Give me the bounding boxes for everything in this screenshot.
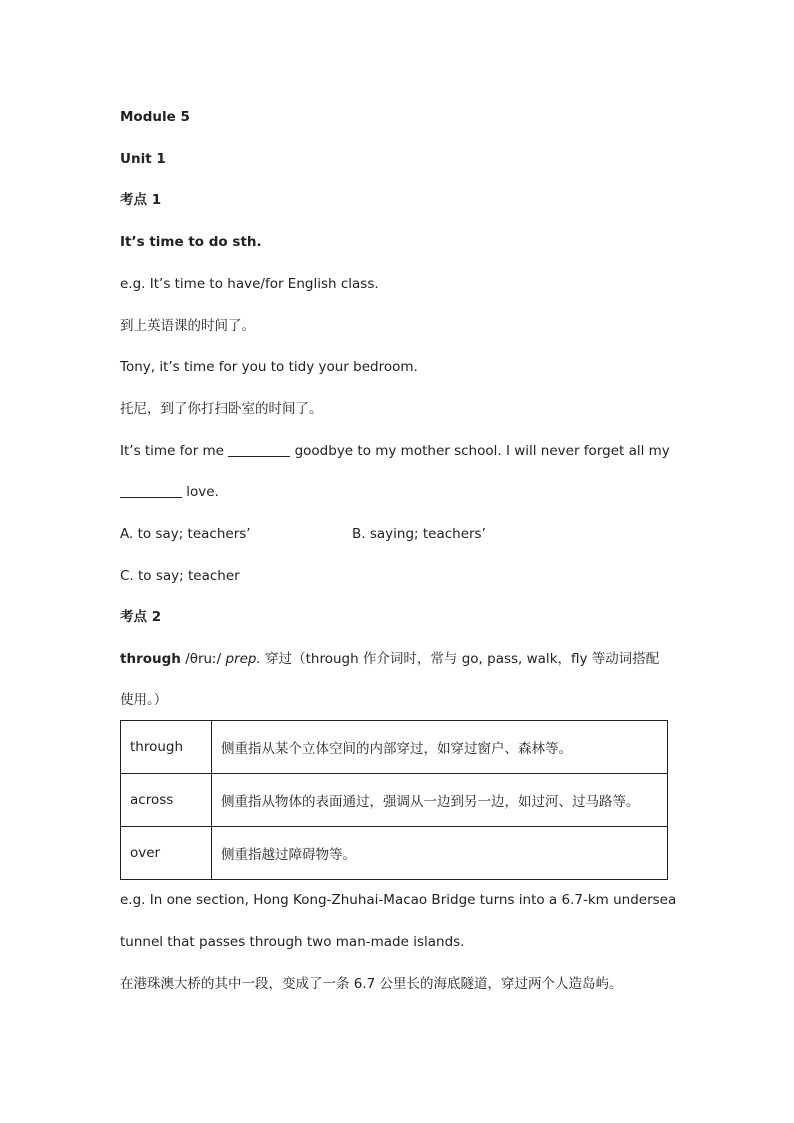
exercise-text-part1: It’s time for me — [120, 443, 224, 459]
point2-pos: prep. — [225, 651, 261, 667]
point2-example-line2: tunnel that passes through two man-made islands. — [120, 934, 465, 950]
table-term: across — [121, 774, 212, 827]
point1-example1: e.g. It’s time to have/for English class. — [120, 276, 379, 292]
point2-heading: 考点 2 — [120, 609, 162, 625]
point1-example1-cn: 到上英语课的时间了。 — [120, 318, 255, 334]
exercise-line2 — [120, 482, 219, 502]
table-row — [121, 774, 668, 827]
preposition-comparison-table — [120, 720, 668, 880]
exercise-line1 — [120, 441, 670, 461]
table-desc: 侧重指从某个立体空间的内部穿过，如穿过窗户、森林等。 — [212, 721, 668, 774]
point2-example-line1: e.g. In one section, Hong Kong-Zhuhai-Macao Bridge turns into a 6.7-km undersea — [120, 892, 677, 908]
exercise-text-part3: love. — [186, 484, 219, 500]
point2-definition-line1 — [120, 649, 659, 669]
options-row — [120, 524, 680, 544]
point2-word: through — [120, 651, 181, 667]
unit-title: Unit 1 — [120, 151, 166, 167]
module-title: Module 5 — [120, 109, 190, 125]
option-b: B. saying; teachers’ — [352, 526, 486, 542]
point1-heading: 考点 1 — [120, 192, 162, 208]
table-desc: 侧重指越过障碍物等。 — [212, 827, 668, 880]
table-term: through — [121, 721, 212, 774]
point2-definition-line2: 使用。） — [120, 692, 168, 708]
option-c: C. to say; teacher — [120, 568, 240, 584]
option-a: A. to say; teachers’ — [120, 526, 251, 542]
point2-definition: 穿过（through 作介词时，常与 go, pass, walk，fly 等动词搭配 — [265, 651, 660, 667]
point1-example2: Tony, it’s time for you to tidy your bedroom. — [120, 359, 418, 375]
table-term: over — [121, 827, 212, 880]
point2-example-cn: 在港珠澳大桥的其中一段，变成了一条 6.7 公里长的海底隧道，穿过两个人造岛屿。 — [120, 976, 623, 992]
point1-example2-cn: 托尼，到了你打扫卧室的时间了。 — [120, 401, 323, 417]
exercise-text-part2: goodbye to my mother school. I will never forget all my — [294, 443, 670, 459]
table-row — [121, 721, 668, 774]
answer-blank-1 — [228, 442, 290, 457]
table-desc: 侧重指从物体的表面通过，强调从一边到另一边，如过河、过马路等。 — [212, 774, 668, 827]
table-row — [121, 827, 668, 880]
point2-phonetic: /θruː/ — [185, 651, 222, 667]
point1-pattern: It’s time to do sth. — [120, 234, 262, 250]
answer-blank-2 — [120, 483, 182, 498]
